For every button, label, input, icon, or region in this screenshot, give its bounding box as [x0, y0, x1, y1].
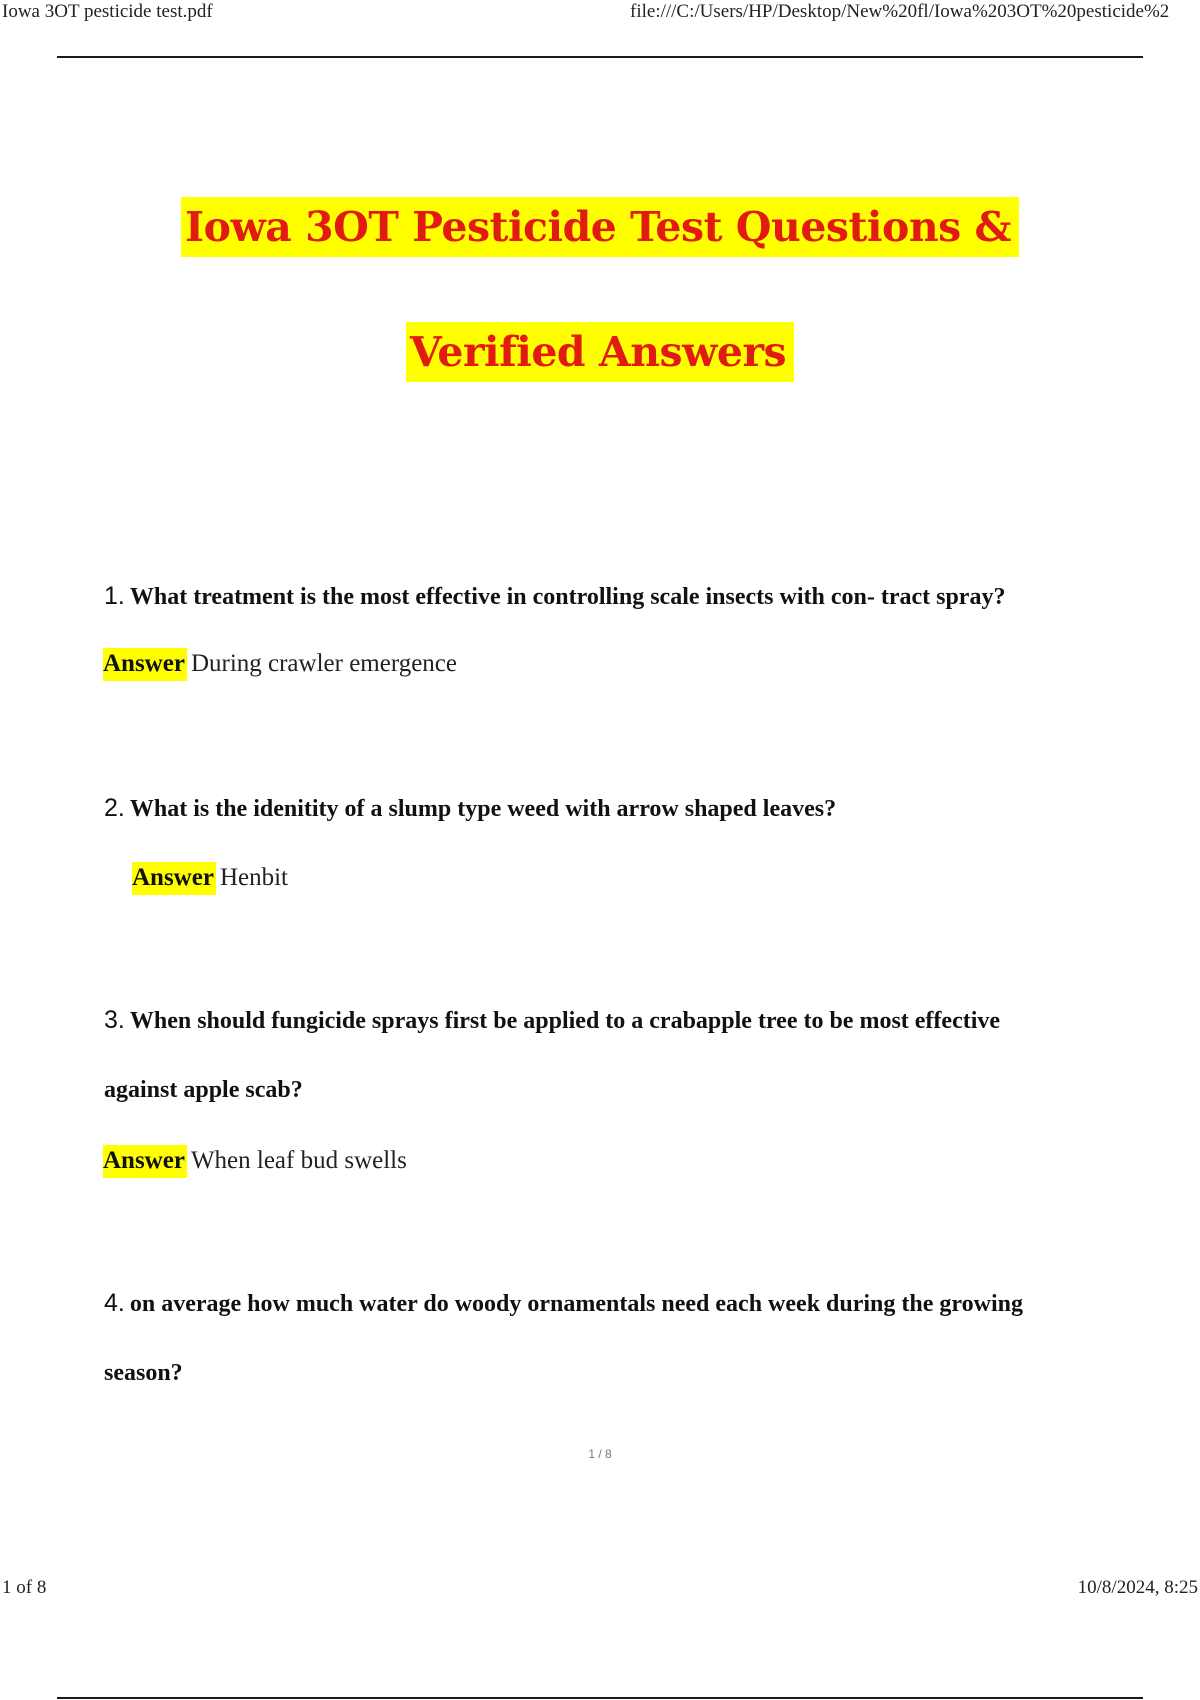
question-number: 2.	[104, 794, 125, 822]
answer-1	[103, 650, 457, 678]
answer-2	[132, 864, 288, 892]
print-header	[0, 0, 1200, 26]
page-indicator: 1 / 8	[588, 1447, 612, 1461]
print-header-title: Iowa 3OT pesticide test.pdf	[2, 1, 213, 22]
title-highlight-2: Verified Answers	[406, 322, 794, 382]
question-text: When should fungicide sprays first be applied to a crabapple tree to be most effective	[129, 1008, 1001, 1034]
answer-label: Answer	[132, 862, 216, 895]
question-4-continuation: season?	[104, 1360, 183, 1386]
question-text: on average how much water do woody ornamentals need each week during the growing	[129, 1291, 1023, 1317]
print-footer-page: 1 of 8	[2, 1577, 47, 1598]
question-1	[104, 582, 1005, 611]
question-number: 1.	[104, 582, 125, 610]
print-header-url: file:///C:/Users/HP/Desktop/New%20fl/Iowa%203OT%20pesticide%2	[630, 1, 1170, 22]
answer-text: During crawler emergence	[190, 650, 458, 677]
answer-3	[103, 1147, 407, 1175]
answer-text: When leaf bud swells	[190, 1147, 407, 1174]
top-divider	[57, 56, 1143, 58]
bottom-divider	[57, 1697, 1143, 1699]
question-text: What is the idenitity of a slump type weed with arrow shaped leaves?	[129, 796, 837, 822]
document-title-line-2	[0, 328, 1200, 376]
print-footer-datetime: 10/8/2024, 8:25	[1077, 1577, 1198, 1598]
question-number: 3.	[104, 1006, 125, 1034]
question-number: 4.	[104, 1289, 125, 1317]
answer-label: Answer	[103, 1145, 187, 1178]
question-4	[104, 1289, 1023, 1318]
question-text: What treatment is the most effective in controlling scale insects with con- tract spray?	[129, 584, 1006, 610]
question-3	[104, 1006, 1000, 1035]
document-title-line-1	[0, 203, 1200, 251]
answer-text: Henbit	[219, 864, 288, 891]
question-3-continuation: against apple scab?	[104, 1077, 303, 1103]
title-highlight-1: Iowa 3OT Pesticide Test Questions &	[181, 197, 1019, 257]
answer-label: Answer	[103, 648, 187, 681]
question-2	[104, 794, 836, 823]
